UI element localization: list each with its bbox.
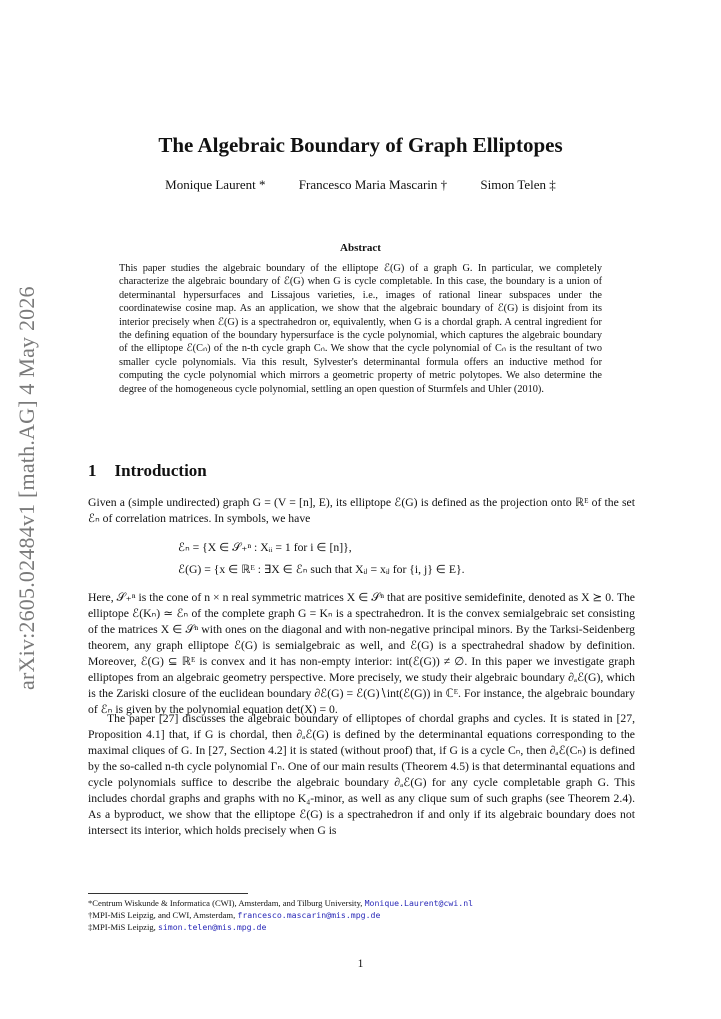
footnote-3-text: ‡MPI-MiS Leipzig,: [88, 922, 158, 932]
arxiv-identifier: [8, 286, 48, 690]
author-1: Monique Laurent *: [165, 177, 266, 192]
arxiv-identifier-text: arXiv:2605.02484v1 [math.AG] 4 May 2026: [14, 286, 39, 690]
footnote-1: [88, 897, 648, 910]
author-2: Francesco Maria Mascarin †: [298, 177, 448, 192]
author-list: [0, 177, 721, 193]
footnote-3: [88, 921, 648, 934]
footnote-2-text: †MPI-MiS Leipzig, and CWI, Amsterdam,: [88, 910, 238, 920]
abstract-heading: Abstract: [340, 242, 381, 254]
equation-correlation-set: ℰₙ = {X ∈ 𝒮₊ⁿ : Xᵢᵢ = 1 for i ∈ [n]},: [178, 541, 352, 554]
email-link-1[interactable]: Monique.Laurent@cwi.nl: [364, 898, 474, 908]
author-3: Simon Telen ‡: [480, 177, 556, 192]
paper-title: The Algebraic Boundary of Graph Elliptopes: [158, 133, 563, 157]
email-link-2[interactable]: francesco.mascarin@mis.mpg.de: [237, 910, 381, 920]
equation-graph-elliptope: ℰ(G) = {x ∈ ℝᴱ : ∃X ∈ ℰₙ such that Xᵢⱼ = xᵢⱼ for {i, j} ∈ E}.: [178, 563, 465, 576]
footnote-2: [88, 909, 648, 922]
footnote-rule: [88, 893, 248, 894]
section-heading: [88, 461, 207, 481]
footnote-1-text: *Centrum Wiskunde & Informatica (CWI), Amsterdam, and Tilburg University,: [88, 898, 365, 908]
email-link-3[interactable]: simon.telen@mis.mpg.de: [157, 922, 267, 932]
section-number: 1: [88, 461, 97, 480]
abstract-body: This paper studies the algebraic boundary of the elliptope ℰ(G) of a graph G. In particular, we completely characterize the algebraic boundary of ℰ(G) when G is cycle completable. In this case, the boundary is a union of determinantal hypersurfaces and Lissajous varieties, i.e., images of rational linear subspaces under the coordinatewise cosine map. As an application, we show that the algebraic boundary of ℰ(G) is disjoint from its interior precisely when ℰ(G) is a spectrahedron or, equivalently, when G is a chordal graph. A central ingredient for the defining equation of the boundary hypersurface is the cycle polynomial, which captures the algebraic boundary of the elliptope ℰ(Cₙ) of the n-th cycle graph Cₙ. We show that the cycle polynomial of Cₙ is the resultant of two smaller cycle polynomials. Via this result, Sylvester's determinantal formula offers an inductive method for computing the cycle polynomial which mirrors a geometric property of metric polytopes. We also determine the degree of the homogeneous cycle polynomial, settling an open question of Sturmfels and Uhler (2010).: [119, 263, 602, 395]
page-number: 1: [357, 958, 364, 970]
section-title: Introduction: [114, 461, 207, 480]
paragraph-1: Given a (simple undirected) graph G = (V = [n], E), its elliptope ℰ(G) is defined as the projection onto ℝᴱ of the set ℰₙ of correlation matrices. In symbols, we have: [88, 496, 635, 525]
paragraph-3: The paper [27] discusses the algebraic boundary of elliptopes of chordal graphs and cycles. It is stated in [27, Proposition 4.1] that, if G is chordal, then ∂ₐℰ(G) is defined by the determinantal equations corresponding to the maximal cliques of G. In [27, Section 4.2] it is stated (without proof) that, if G is a cycle Cₙ, then ∂ₐℰ(Cₙ) is defined by the so-called n-th cycle polynomial Γₙ. One of our main results (Theorem 4.5) is that determinantal equations and cycle polynomials suffice to describe the algebraic boundary ∂ₐℰ(G) for any cycle completable graph G. This includes chordal graphs and graphs with no K₄-minor, as well as any clique sum of such graphs (see Theorem 2.4). As a byproduct, we show that the elliptope ℰ(G) is a spectrahedron if and only if its algebraic boundary does not intersect its interior, which holds precisely when G is: [88, 712, 635, 837]
paragraph-2: Here, 𝒮₊ⁿ is the cone of n × n real symmetric matrices X ∈ 𝒮ⁿ that are positive semidefinite, denoted as X ⪰ 0. The elliptope ℰ(Kₙ) ≃ ℰₙ of the complete graph G = Kₙ is a spectrahedron. It is the convex semialgebraic set consisting of the matrices X ∈ 𝒮ⁿ with ones on the diagonal and with non-negative principal minors. By the Tarksi-Seidenberg theorem, any graph elliptope ℰ(G) is semialgebraic as well, and ℰ(G) is a spectrahedral shadow by definition. Moreover, ℰ(G) ⊆ ℝᴱ is convex and it has non-empty interior: int(ℰ(G)) ≠ ∅. In this paper we investigate graph elliptopes from an algebraic geometry perspective. More precisely, we study their algebraic boundary ∂ₐℰ(G), which is the Zariski closure of the euclidean boundary ∂ℰ(G) = ℰ(G)∖int(ℰ(G)) in ℂᴱ. For instance, the algebraic boundary of ℰₙ is given by the polynomial equation det(X) = 0.: [88, 591, 635, 716]
